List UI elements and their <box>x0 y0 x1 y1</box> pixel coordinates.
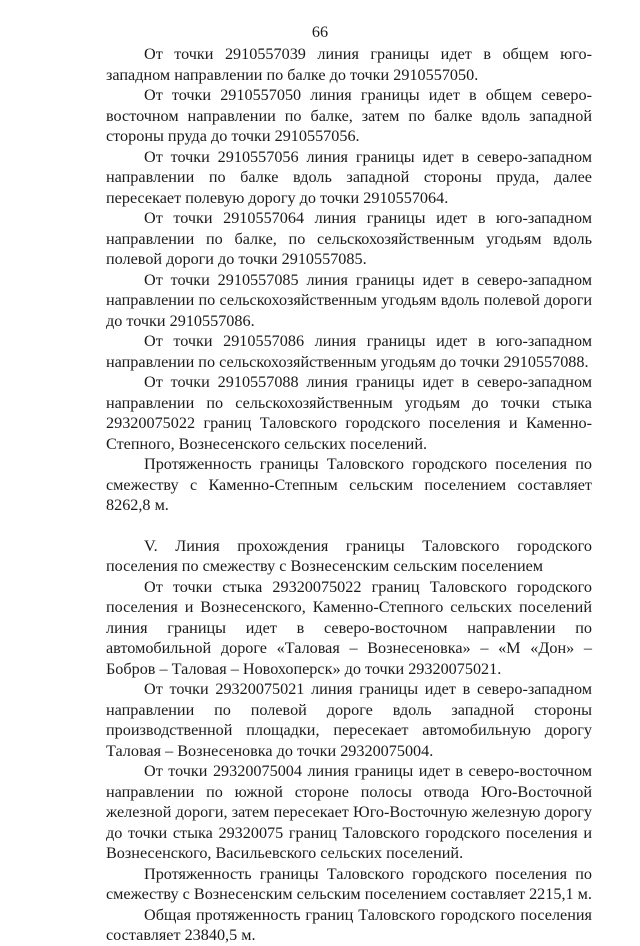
total-length-paragraph: Общая протяженность границ Таловского городского поселения составляет 23840,5 м. <box>106 905 592 944</box>
paragraph: От точки 2910557050 линия границы идет в общем северо-восточном направлении по балке, затем по балке вдоль западной стороны пруда до точки 2910557056. <box>106 86 592 145</box>
length-summary-paragraph: Протяженность границы Таловского городского поселения по смежеству с Вознесенским сельским поселением составляет 2215,1 м. <box>106 864 592 903</box>
paragraph: От точки 2910557088 линия границы идет в северо-западном направлении по сельскохозяйственным угодьям до точки стыка 29320075022 границ Таловского городского поселения и Каменно-Степного, Вознесенского сельских поселений. <box>106 373 592 453</box>
section-heading: V. Линия прохождения границы Таловского городского поселения по смежеству с Вознесенским сельским поселением <box>106 536 592 575</box>
paragraph: От точки 2910557086 линия границы идет в юго-западном направлении по сельскохозяйственным угодьям до точки 2910557088. <box>106 332 592 371</box>
document-body <box>106 44 592 946</box>
length-summary-paragraph: Протяженность границы Таловского городского поселения по смежеству с Каменно-Степным сельским поселением составляет 8262,8 м. <box>106 455 592 514</box>
page-number: 66 <box>311 23 329 41</box>
paragraph: От точки 2910557085 линия границы идет в северо-западном направлении по сельскохозяйственным угодьям вдоль полевой дороги до точки 2910557086. <box>106 270 592 330</box>
paragraph: От точки стыка 29320075022 границ Таловского городского поселения и Вознесенского, Каменно-Степного сельских поселений линия границы идет в северо-восточном направлении по автомобильной дороге «Таловая – Вознесеновка» – «М «Дон» – Бобров – Таловая – Новохоперск» до точки 29320075021. <box>106 577 592 678</box>
section-spacer <box>106 516 592 536</box>
paragraph: От точки 2910557064 линия границы идет в юго-западном направлении по балке, по сельскохозяйственным угодьям вдоль полевой дороги до точки 2910557085. <box>106 209 592 268</box>
paragraph: От точки 29320075021 линия границы идет в северо-западном направлении по полевой дороге вдоль западной стороны производственной площадки, пересекает автомобильную дорогу Таловая – Вознесеновка до точки 29320075004. <box>106 680 592 760</box>
paragraph: От точки 2910557039 линия границы идет в общем юго-западном направлении по балке до точки 2910557050. <box>106 45 592 84</box>
paragraph: От точки 2910557056 линия границы идет в северо-западном направлении по балке вдоль западной стороны пруда, далее пересекает полевую дорогу до точки 2910557064. <box>106 147 592 207</box>
paragraph: От точки 29320075004 линия границы идет в северо-восточном направлении по южной стороне полосы отвода Юго-Восточной железной дороги, затем пересекает Юго-Восточную железную дорогу до точки стыка 29320075 границ Таловского городского поселения и Вознесенского, Васильевского сельских поселений. <box>106 762 592 862</box>
